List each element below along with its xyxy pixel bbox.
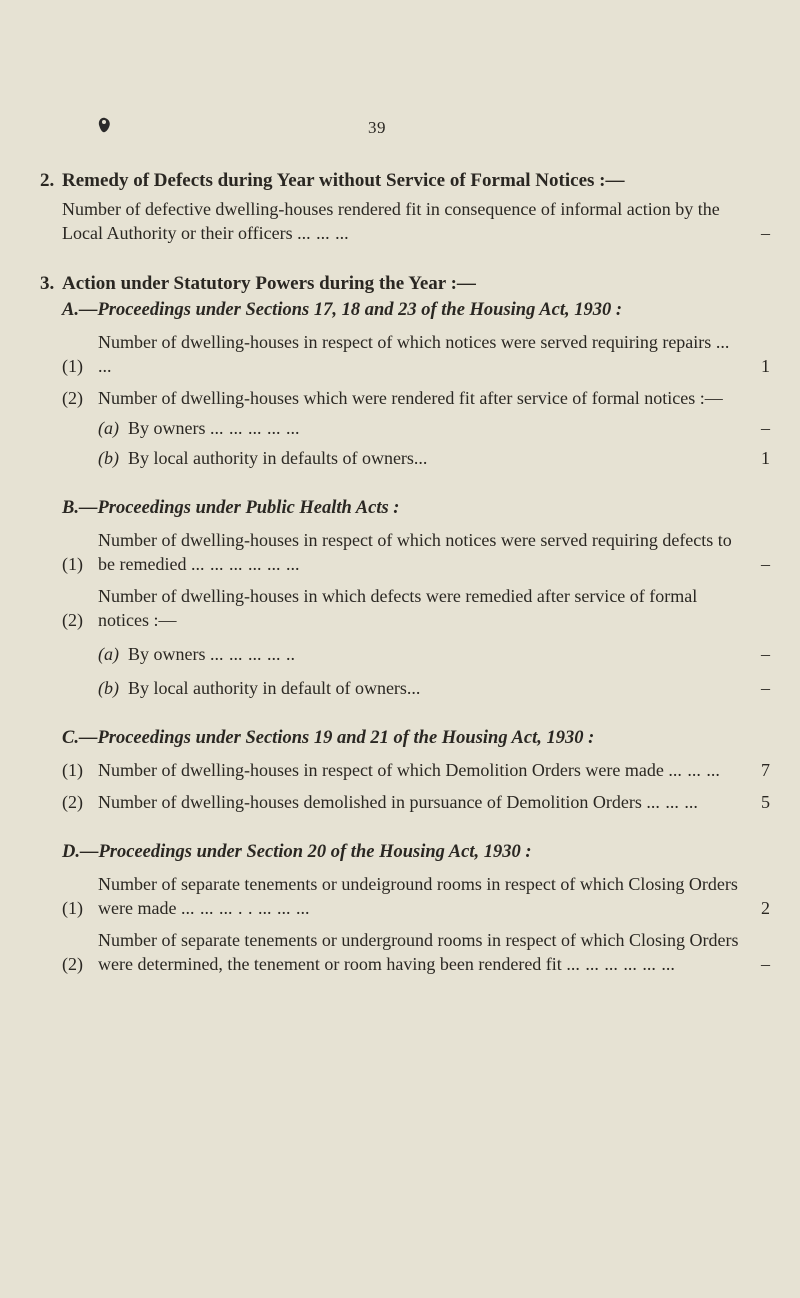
row-value: 7 <box>761 760 770 780</box>
row-value: – <box>761 223 770 243</box>
part-b-subitem-a: (a) By owners ... ... ... ... .. – <box>98 644 770 664</box>
section-title: Remedy of Defects during Year without Service of Formal Notices :— <box>62 170 625 191</box>
row-value: 5 <box>761 792 770 812</box>
part-a-subitem-a: (a) By owners ... ... ... ... ... – <box>98 418 770 438</box>
dot-leader: ... ... ... ... .. <box>210 644 295 664</box>
row-text: Number of defective dwelling-houses rendered fit in consequence of informal action by the Local Authority or their officers ... ... ... <box>62 199 720 243</box>
part-b-heading: B.—Proceedings under Public Health Acts : <box>62 498 400 518</box>
part-c-item-2: (2) Number of dwelling-houses demolished in pursuance of Demolition Orders ... ... ... 5 <box>62 792 770 812</box>
dot-leader: ... ... ... ... ... ... <box>566 954 675 974</box>
part-d-heading: D.—Proceedings under Section 20 of the Housing Act, 1930 : <box>62 842 532 862</box>
part-d-item-1: (1) Number of separate tenements or undeiground rooms in respect of which Closing Orders were made ... ... ... . . ... ... ... 2 <box>62 874 770 918</box>
row-value: 1 <box>761 448 770 468</box>
dot-leader: ... ... ... ... ... <box>210 418 300 438</box>
part-a-item-2: (2) Number of dwelling-houses which were rendered fit after service of formal notices :— <box>62 388 723 408</box>
row-value: 1 <box>761 356 770 376</box>
part-a-subitem-b: (b) By local authority in defaults of owners... 1 <box>98 448 770 468</box>
section-2-row <box>62 197 770 245</box>
dot-leader: ... ... ... <box>668 760 720 780</box>
row-value: – <box>761 644 770 664</box>
report-content <box>40 168 770 976</box>
row-value: – <box>761 554 770 574</box>
dot-leader: ... ... <box>98 332 730 376</box>
page-number: 39 <box>368 118 386 137</box>
row-value: – <box>761 954 770 974</box>
part-a-heading: A.—Proceedings under Sections 17, 18 and 23 of the Housing Act, 1930 : <box>62 300 623 320</box>
dot-leader: ... ... ... <box>297 223 349 243</box>
row-value: – <box>761 678 770 698</box>
section-2-heading <box>40 168 770 193</box>
part-d-item-2: (2) Number of separate tenements or underground rooms in respect of which Closing Orders were determined, the tenement or room having been rendered fit ... ... ... ... ... ... – <box>62 930 770 974</box>
part-c-heading: C.—Proceedings under Sections 19 and 21 of the Housing Act, 1930 : <box>62 728 595 748</box>
section-3-heading <box>40 271 770 296</box>
section-title: Action under Statutory Powers during the Year :— <box>62 273 476 294</box>
row-value: 2 <box>761 898 770 918</box>
part-a-item-1: (1) Number of dwelling-houses in respect of which notices were served requiring repairs ... ... 1 <box>62 332 770 376</box>
section-number: 2. <box>40 170 55 191</box>
dot-leader: ... ... ... . . ... ... ... <box>180 898 310 918</box>
row-value: – <box>761 418 770 438</box>
part-b-item-2: (2) Number of dwelling-houses in which defects were remedied after service of formal notices :— <box>62 586 698 630</box>
dot-leader: ... ... ... ... ... ... <box>190 554 300 574</box>
part-b-item-1: (1) Number of dwelling-houses in respect of which notices were served requiring defects to be remedied ... ... ... ... ... ... – <box>62 530 770 574</box>
dot-leader: ... ... ... <box>646 792 698 812</box>
part-c-item-1: (1) Number of dwelling-houses in respect of which Demolition Orders were made ... ... ... 7 <box>62 760 770 780</box>
part-b-subitem-b: (b) By local authority in default of owners... – <box>98 678 770 698</box>
ink-blot-icon <box>96 116 112 134</box>
section-number: 3. <box>40 273 55 294</box>
